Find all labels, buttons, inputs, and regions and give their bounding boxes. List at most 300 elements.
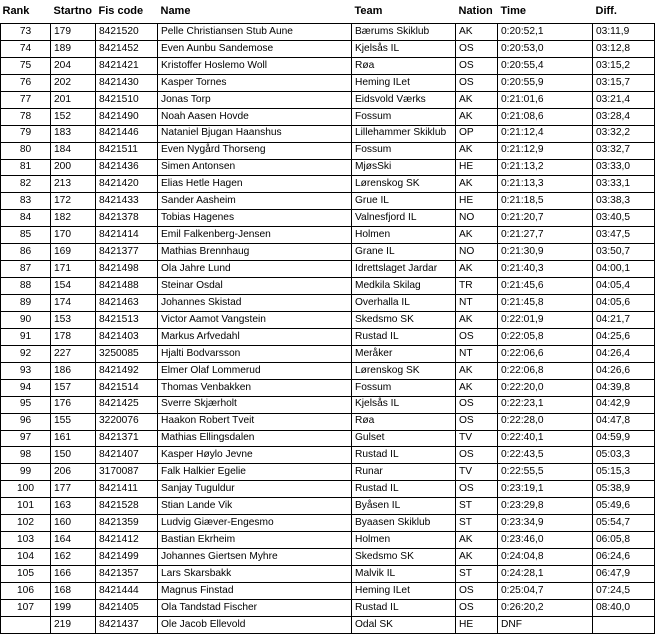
cell-fis-code: 8421452 [96, 40, 158, 57]
cell-startno: 176 [51, 396, 96, 413]
cell-startno: 184 [51, 142, 96, 159]
cell-rank: 97 [1, 430, 51, 447]
cell-rank: 103 [1, 532, 51, 549]
cell-name: Noah Aasen Hovde [158, 108, 352, 125]
cell-startno: 219 [51, 616, 96, 633]
cell-team: Rustad IL [352, 328, 456, 345]
cell-name: Steinar Osdal [158, 278, 352, 295]
cell-diff: 04:59,9 [593, 430, 655, 447]
cell-fis-code: 8421425 [96, 396, 158, 413]
cell-rank: 79 [1, 125, 51, 142]
cell-rank: 95 [1, 396, 51, 413]
cell-nation: AK [456, 227, 498, 244]
cell-nation: AK [456, 24, 498, 41]
cell-time: 0:21:12,4 [498, 125, 593, 142]
cell-fis-code: 8421446 [96, 125, 158, 142]
cell-team: Eidsvold Værks [352, 91, 456, 108]
cell-fis-code: 8421436 [96, 159, 158, 176]
cell-startno: 168 [51, 582, 96, 599]
cell-name: Emil Falkenberg-Jensen [158, 227, 352, 244]
cell-startno: 189 [51, 40, 96, 57]
cell-name: Nataniel Bjugan Haanshus [158, 125, 352, 142]
cell-diff: 03:15,2 [593, 57, 655, 74]
cell-nation: OS [456, 447, 498, 464]
header-nation: Nation [458, 5, 493, 17]
cell-time: 0:21:45,6 [498, 278, 593, 295]
header-fis-code: Fis code [98, 5, 144, 17]
table-row [1, 74, 655, 91]
cell-nation: HE [456, 616, 498, 633]
cell-startno: 171 [51, 261, 96, 278]
table-row [1, 193, 655, 210]
cell-nation: NT [456, 295, 498, 312]
cell-nation: OS [456, 413, 498, 430]
cell-team: Rustad IL [352, 599, 456, 616]
cell-startno: 186 [51, 362, 96, 379]
cell-time: 0:22:06,8 [498, 362, 593, 379]
cell-fis-code: 8421430 [96, 74, 158, 91]
cell-time: DNF [498, 616, 593, 633]
cell-rank: 80 [1, 142, 51, 159]
cell-time: 0:21:27,7 [498, 227, 593, 244]
cell-rank: 73 [1, 24, 51, 41]
cell-diff: 05:15,3 [593, 464, 655, 481]
cell-team: Medkila Skilag [352, 278, 456, 295]
table-row [1, 532, 655, 549]
cell-name: Haakon Robert Tveit [158, 413, 352, 430]
cell-time: 0:22:06,6 [498, 345, 593, 362]
cell-rank: 96 [1, 413, 51, 430]
cell-fis-code: 8421511 [96, 142, 158, 159]
cell-diff: 04:47,8 [593, 413, 655, 430]
cell-team: Kjelsås IL [352, 40, 456, 57]
cell-fis-code: 8421520 [96, 24, 158, 41]
cell-diff: 03:33,0 [593, 159, 655, 176]
cell-diff [593, 616, 655, 633]
cell-name: Johannes Skistad [158, 295, 352, 312]
cell-team: MjøsSki [352, 159, 456, 176]
cell-team: Idrettslaget Jardar [352, 261, 456, 278]
cell-fis-code: 8421371 [96, 430, 158, 447]
cell-diff: 05:54,7 [593, 515, 655, 532]
cell-startno: 163 [51, 498, 96, 515]
cell-name: Lars Skarsbakk [158, 566, 352, 583]
cell-team: Røa [352, 57, 456, 74]
cell-diff: 03:32,7 [593, 142, 655, 159]
cell-nation: OS [456, 481, 498, 498]
cell-startno: 166 [51, 566, 96, 583]
table-row [1, 413, 655, 430]
cell-rank: 86 [1, 244, 51, 261]
cell-fis-code: 8421498 [96, 261, 158, 278]
cell-nation: OS [456, 582, 498, 599]
cell-name: Victor Aamot Vangstein [158, 311, 352, 328]
cell-diff: 07:24,5 [593, 582, 655, 599]
cell-diff: 03:32,2 [593, 125, 655, 142]
cell-time: 0:21:30,9 [498, 244, 593, 261]
table-row [1, 362, 655, 379]
cell-diff: 05:38,9 [593, 481, 655, 498]
cell-time: 0:23:46,0 [498, 532, 593, 549]
cell-startno: 155 [51, 413, 96, 430]
table-row [1, 40, 655, 57]
cell-team: Fossum [352, 379, 456, 396]
results-body [1, 24, 655, 634]
cell-rank: 107 [1, 599, 51, 616]
table-row [1, 210, 655, 227]
cell-startno: 160 [51, 515, 96, 532]
header-row [1, 0, 655, 24]
cell-fis-code: 8421359 [96, 515, 158, 532]
cell-diff: 04:42,9 [593, 396, 655, 413]
table-row [1, 430, 655, 447]
cell-fis-code: 8421411 [96, 481, 158, 498]
table-row [1, 278, 655, 295]
header-startno: Startno [53, 5, 92, 17]
cell-rank: 91 [1, 328, 51, 345]
cell-fis-code: 8421490 [96, 108, 158, 125]
cell-team: Lillehammer Skiklub [352, 125, 456, 142]
cell-startno: 170 [51, 227, 96, 244]
cell-team: Skedsmo SK [352, 549, 456, 566]
cell-nation: OP [456, 125, 498, 142]
cell-rank: 77 [1, 91, 51, 108]
cell-nation: OS [456, 396, 498, 413]
cell-rank: 98 [1, 447, 51, 464]
cell-diff: 04:21,7 [593, 311, 655, 328]
header-rank: Rank [2, 5, 30, 17]
table-row [1, 498, 655, 515]
cell-rank: 90 [1, 311, 51, 328]
cell-time: 0:24:28,1 [498, 566, 593, 583]
cell-name: Falk Halkier Egelie [158, 464, 352, 481]
cell-rank: 100 [1, 481, 51, 498]
header-name: Name [160, 5, 191, 17]
cell-diff: 03:40,5 [593, 210, 655, 227]
table-row [1, 108, 655, 125]
table-row [1, 549, 655, 566]
cell-fis-code: 3220076 [96, 413, 158, 430]
cell-team: Holmen [352, 227, 456, 244]
cell-name: Jonas Torp [158, 91, 352, 108]
cell-time: 0:21:12,9 [498, 142, 593, 159]
table-row [1, 616, 655, 633]
cell-diff: 03:21,4 [593, 91, 655, 108]
cell-name: Kasper Høylo Jevne [158, 447, 352, 464]
cell-team: Valnesfjord IL [352, 210, 456, 227]
cell-nation: ST [456, 498, 498, 515]
cell-team: Heming ILet [352, 74, 456, 91]
cell-nation: HE [456, 193, 498, 210]
cell-nation: AK [456, 261, 498, 278]
table-row [1, 447, 655, 464]
cell-team: Fossum [352, 108, 456, 125]
cell-team: Byaasen Skiklub [352, 515, 456, 532]
cell-rank: 78 [1, 108, 51, 125]
cell-time: 0:20:52,1 [498, 24, 593, 41]
cell-rank: 81 [1, 159, 51, 176]
cell-nation: NO [456, 244, 498, 261]
table-row [1, 261, 655, 278]
cell-nation: ST [456, 566, 498, 583]
cell-nation: OS [456, 599, 498, 616]
cell-fis-code: 8421514 [96, 379, 158, 396]
cell-startno: 161 [51, 430, 96, 447]
cell-name: Sander Aasheim [158, 193, 352, 210]
cell-nation: AK [456, 108, 498, 125]
cell-name: Elmer Olaf Lommerud [158, 362, 352, 379]
cell-name: Mathias Brennhaug [158, 244, 352, 261]
cell-time: 0:22:28,0 [498, 413, 593, 430]
cell-fis-code: 8421528 [96, 498, 158, 515]
cell-nation: AK [456, 362, 498, 379]
cell-fis-code: 8421433 [96, 193, 158, 210]
cell-startno: 164 [51, 532, 96, 549]
cell-nation: TV [456, 430, 498, 447]
cell-rank: 76 [1, 74, 51, 91]
cell-startno: 178 [51, 328, 96, 345]
cell-team: Heming ILet [352, 582, 456, 599]
table-row [1, 159, 655, 176]
cell-team: Lørenskog SK [352, 362, 456, 379]
table-row [1, 582, 655, 599]
table-row [1, 176, 655, 193]
cell-team: Røa [352, 413, 456, 430]
cell-time: 0:20:55,9 [498, 74, 593, 91]
cell-diff: 03:50,7 [593, 244, 655, 261]
cell-fis-code: 8421510 [96, 91, 158, 108]
cell-startno: 152 [51, 108, 96, 125]
cell-diff: 03:12,8 [593, 40, 655, 57]
cell-diff: 03:28,4 [593, 108, 655, 125]
cell-team: Malvik IL [352, 566, 456, 583]
cell-diff: 03:11,9 [593, 24, 655, 41]
cell-startno: 153 [51, 311, 96, 328]
table-row [1, 464, 655, 481]
cell-name: Ola Jahre Lund [158, 261, 352, 278]
cell-startno: 206 [51, 464, 96, 481]
cell-rank: 94 [1, 379, 51, 396]
cell-name: Magnus Finstad [158, 582, 352, 599]
cell-startno: 199 [51, 599, 96, 616]
table-row [1, 566, 655, 583]
cell-diff: 04:05,4 [593, 278, 655, 295]
cell-time: 0:22:20,0 [498, 379, 593, 396]
cell-nation: OS [456, 74, 498, 91]
cell-nation: NO [456, 210, 498, 227]
cell-fis-code: 8421378 [96, 210, 158, 227]
table-row [1, 515, 655, 532]
cell-time: 0:21:18,5 [498, 193, 593, 210]
cell-rank: 101 [1, 498, 51, 515]
cell-name: Ludvig Giæver-Engesmo [158, 515, 352, 532]
cell-time: 0:21:08,6 [498, 108, 593, 125]
cell-startno: 201 [51, 91, 96, 108]
cell-diff: 06:47,9 [593, 566, 655, 583]
cell-time: 0:21:20,7 [498, 210, 593, 227]
cell-diff: 04:39,8 [593, 379, 655, 396]
cell-time: 0:23:29,8 [498, 498, 593, 515]
cell-nation: AK [456, 311, 498, 328]
cell-time: 0:20:53,0 [498, 40, 593, 57]
cell-time: 0:22:23,1 [498, 396, 593, 413]
cell-fis-code: 8421492 [96, 362, 158, 379]
cell-nation: AK [456, 142, 498, 159]
cell-rank: 74 [1, 40, 51, 57]
cell-startno: 227 [51, 345, 96, 362]
cell-time: 0:22:43,5 [498, 447, 593, 464]
cell-diff: 06:05,8 [593, 532, 655, 549]
cell-team: Runar [352, 464, 456, 481]
cell-name: Ola Tandstad Fischer [158, 599, 352, 616]
cell-diff: 04:26,4 [593, 345, 655, 362]
cell-rank: 75 [1, 57, 51, 74]
cell-startno: 183 [51, 125, 96, 142]
cell-diff: 06:24,6 [593, 549, 655, 566]
cell-name: Ole Jacob Ellevold [158, 616, 352, 633]
cell-diff: 04:05,6 [593, 295, 655, 312]
table-row [1, 244, 655, 261]
cell-name: Sanjay Tuguldur [158, 481, 352, 498]
cell-fis-code: 8421513 [96, 311, 158, 328]
cell-nation: ST [456, 515, 498, 532]
cell-rank: 93 [1, 362, 51, 379]
cell-team: Meråker [352, 345, 456, 362]
cell-team: Skedsmo SK [352, 311, 456, 328]
table-row [1, 125, 655, 142]
cell-nation: TR [456, 278, 498, 295]
table-row [1, 295, 655, 312]
cell-startno: 213 [51, 176, 96, 193]
header-diff: Diff. [595, 5, 617, 17]
cell-fis-code: 8421488 [96, 278, 158, 295]
cell-fis-code: 3250085 [96, 345, 158, 362]
cell-time: 0:22:01,9 [498, 311, 593, 328]
cell-nation: AK [456, 379, 498, 396]
cell-team: Kjelsås IL [352, 396, 456, 413]
cell-name: Markus Arfvedahl [158, 328, 352, 345]
cell-name: Elias Hetle Hagen [158, 176, 352, 193]
cell-diff: 08:40,0 [593, 599, 655, 616]
cell-time: 0:26:20,2 [498, 599, 593, 616]
cell-name: Johannes Giertsen Myhre [158, 549, 352, 566]
cell-startno: 172 [51, 193, 96, 210]
cell-name: Tobias Hagenes [158, 210, 352, 227]
cell-team: Bærums Skiklub [352, 24, 456, 41]
cell-name: Mathias Ellingsdalen [158, 430, 352, 447]
cell-diff: 04:26,6 [593, 362, 655, 379]
table-row [1, 481, 655, 498]
cell-rank [1, 616, 51, 633]
cell-team: Lørenskog SK [352, 176, 456, 193]
header-time: Time [500, 5, 526, 17]
cell-nation: OS [456, 40, 498, 57]
cell-team: Fossum [352, 142, 456, 159]
cell-nation: OS [456, 328, 498, 345]
cell-fis-code: 8421357 [96, 566, 158, 583]
table-row [1, 345, 655, 362]
cell-name: Pelle Christiansen Stub Aune [158, 24, 352, 41]
cell-rank: 87 [1, 261, 51, 278]
cell-fis-code: 8421463 [96, 295, 158, 312]
cell-fis-code: 8421405 [96, 599, 158, 616]
cell-time: 0:25:04,7 [498, 582, 593, 599]
cell-fis-code: 8421407 [96, 447, 158, 464]
cell-time: 0:21:45,8 [498, 295, 593, 312]
cell-startno: 182 [51, 210, 96, 227]
cell-diff: 03:38,3 [593, 193, 655, 210]
cell-nation: AK [456, 532, 498, 549]
cell-rank: 89 [1, 295, 51, 312]
cell-fis-code: 8421444 [96, 582, 158, 599]
cell-name: Sverre Skjærholt [158, 396, 352, 413]
cell-diff: 05:49,6 [593, 498, 655, 515]
cell-nation: NT [456, 345, 498, 362]
cell-time: 0:24:04,8 [498, 549, 593, 566]
cell-team: Rustad IL [352, 447, 456, 464]
table-row [1, 227, 655, 244]
table-row [1, 311, 655, 328]
cell-nation: TV [456, 464, 498, 481]
cell-time: 0:21:13,2 [498, 159, 593, 176]
cell-fis-code: 8421437 [96, 616, 158, 633]
cell-team: Byåsen IL [352, 498, 456, 515]
cell-team: Overhalla IL [352, 295, 456, 312]
cell-rank: 104 [1, 549, 51, 566]
cell-nation: OS [456, 57, 498, 74]
cell-name: Hjalti Bodvarsson [158, 345, 352, 362]
cell-startno: 177 [51, 481, 96, 498]
cell-fis-code: 8421420 [96, 176, 158, 193]
cell-diff: 03:47,5 [593, 227, 655, 244]
cell-name: Even Nygård Thorseng [158, 142, 352, 159]
cell-startno: 169 [51, 244, 96, 261]
cell-rank: 92 [1, 345, 51, 362]
cell-team: Holmen [352, 532, 456, 549]
cell-diff: 04:25,6 [593, 328, 655, 345]
table-row [1, 396, 655, 413]
header-team: Team [354, 5, 383, 17]
cell-fis-code: 8421412 [96, 532, 158, 549]
cell-startno: 202 [51, 74, 96, 91]
cell-startno: 154 [51, 278, 96, 295]
cell-startno: 200 [51, 159, 96, 176]
cell-time: 0:21:13,3 [498, 176, 593, 193]
cell-fis-code: 3170087 [96, 464, 158, 481]
cell-time: 0:22:05,8 [498, 328, 593, 345]
cell-fis-code: 8421421 [96, 57, 158, 74]
cell-name: Bastian Ekrheim [158, 532, 352, 549]
cell-startno: 157 [51, 379, 96, 396]
cell-nation: HE [456, 159, 498, 176]
cell-team: Grue IL [352, 193, 456, 210]
table-row [1, 599, 655, 616]
cell-startno: 150 [51, 447, 96, 464]
cell-name: Thomas Venbakken [158, 379, 352, 396]
cell-rank: 83 [1, 193, 51, 210]
cell-team: Gulset [352, 430, 456, 447]
cell-diff: 04:00,1 [593, 261, 655, 278]
cell-fis-code: 8421499 [96, 549, 158, 566]
cell-rank: 85 [1, 227, 51, 244]
cell-diff: 03:33,1 [593, 176, 655, 193]
cell-rank: 99 [1, 464, 51, 481]
cell-rank: 106 [1, 582, 51, 599]
cell-time: 0:23:34,9 [498, 515, 593, 532]
cell-fis-code: 8421414 [96, 227, 158, 244]
cell-startno: 162 [51, 549, 96, 566]
cell-rank: 84 [1, 210, 51, 227]
